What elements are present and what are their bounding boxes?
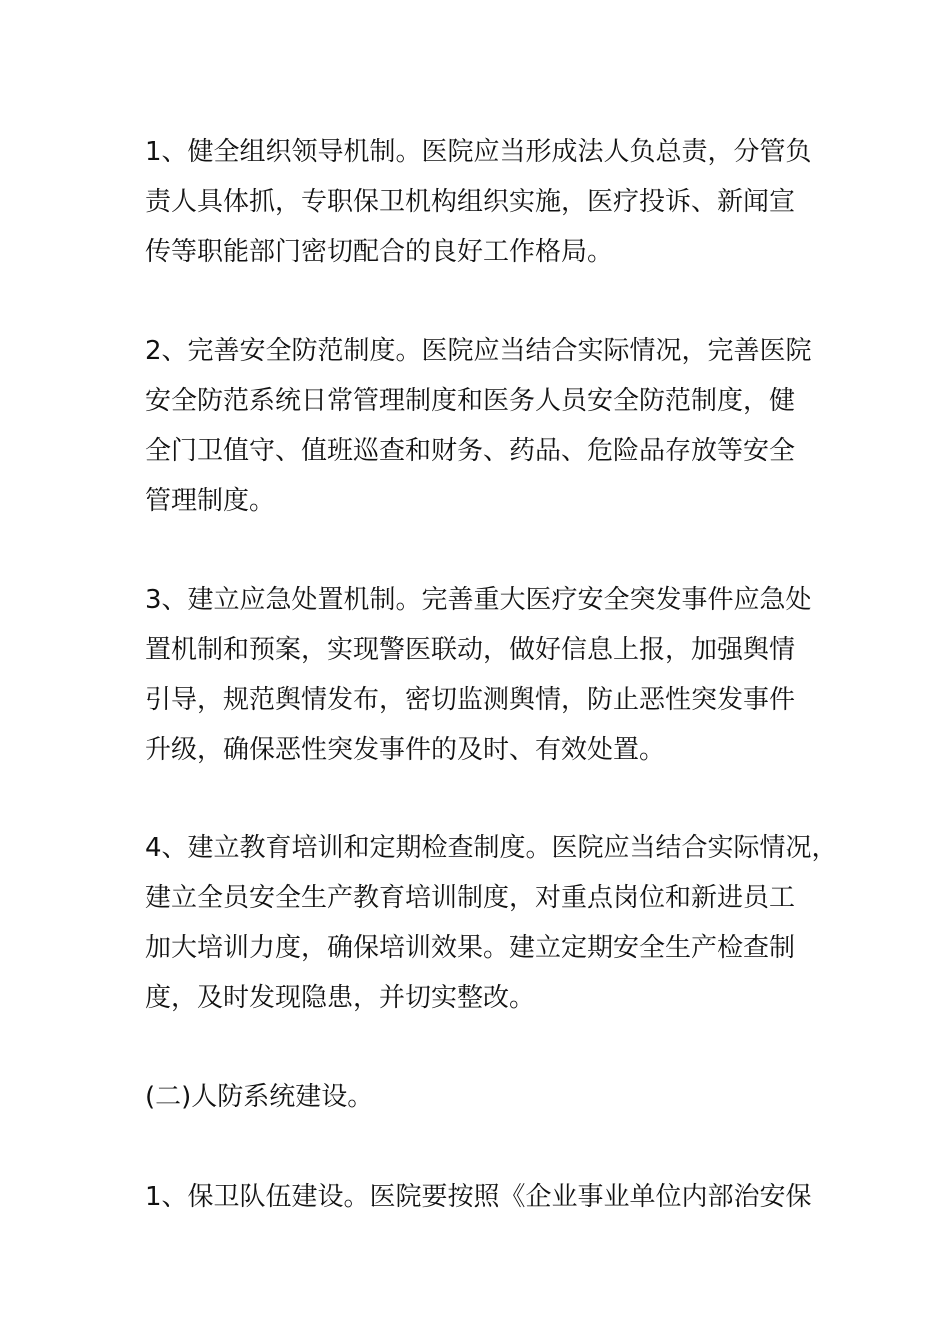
text-line: 1、健全组织领导机制。医院应当形成法人负总责，分管负 <box>145 137 812 167</box>
text-line: 全门卫值守、值班巡查和财务、药品、危险品存放等安全 <box>145 436 796 466</box>
paragraph-security-team <box>145 1172 812 1222</box>
text-line: 管理制度。 <box>145 486 276 516</box>
text-line: 4、建立教育培训和定期检查制度。医院应当结合实际情况， <box>145 833 838 863</box>
text-line: 置机制和预案，实现警医联动，做好信息上报，加强舆情 <box>145 635 796 665</box>
text-line: 3、建立应急处置机制。完善重大医疗安全突发事件应急处 <box>145 585 812 615</box>
text-line: 度，及时发现隐患，并切实整改。 <box>145 983 536 1013</box>
text-line: 1、保卫队伍建设。医院要按照《企业事业单位内部治安保 <box>145 1182 812 1212</box>
text-line: 安全防范系统日常管理制度和医务人员安全防范制度，健 <box>145 386 796 416</box>
text-line: 传等职能部门密切配合的良好工作格局。 <box>145 237 614 267</box>
paragraph-training-inspection <box>145 823 838 1023</box>
text-line: 升级，确保恶性突发事件的及时、有效处置。 <box>145 735 666 765</box>
text-line: 责人具体抓，专职保卫机构组织实施，医疗投诉、新闻宣 <box>145 187 796 217</box>
text-line: 引导，规范舆情发布，密切监测舆情，防止恶性突发事件 <box>145 685 796 715</box>
text-line: (二)人防系统建设。 <box>145 1082 374 1112</box>
text-line: 2、完善安全防范制度。医院应当结合实际情况，完善医院 <box>145 336 812 366</box>
text-line: 建立全员安全生产教育培训制度，对重点岗位和新进员工 <box>145 883 796 913</box>
section-heading-civil-defense <box>145 1072 373 1122</box>
text-line: 加大培训力度，确保培训效果。建立定期安全生产检查制 <box>145 933 796 963</box>
paragraph-leadership-mechanism <box>145 127 812 277</box>
paragraph-safety-system <box>145 326 812 526</box>
paragraph-emergency-mechanism <box>145 575 812 775</box>
